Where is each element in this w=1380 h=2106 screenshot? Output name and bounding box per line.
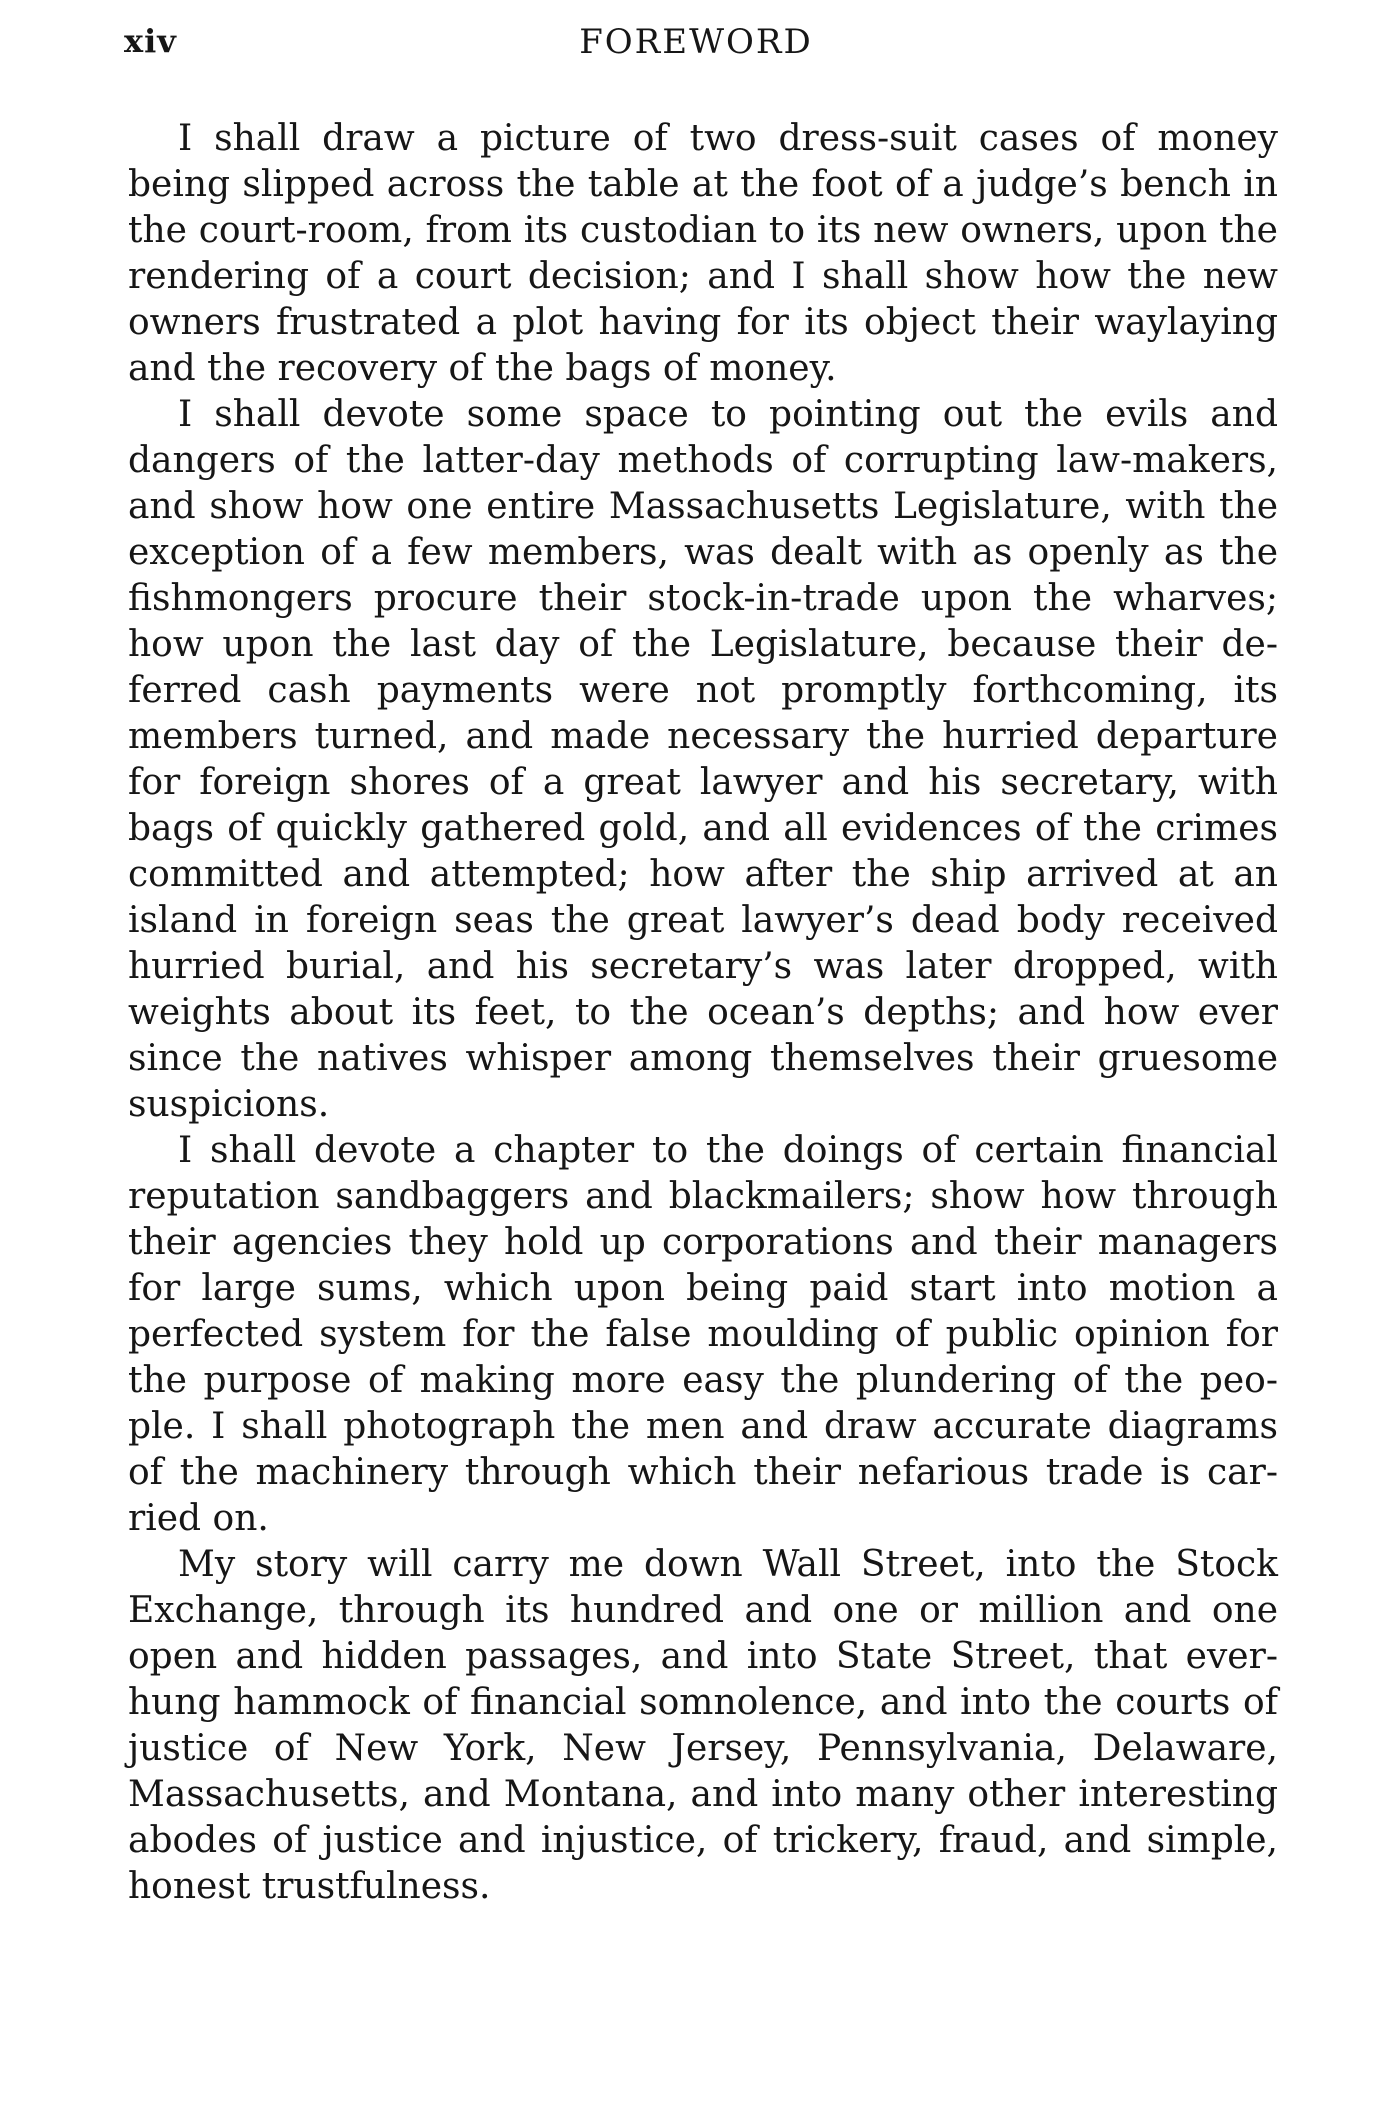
paragraph-wall-street: My story will carry me down Wall Street, into the Stock Exchange, through its hundred and one or million and one open and hidden passages, and into State Street, that everhung hammock of financial somnolence, and into the courts of justice of New York, New Jersey, Pennsylvania, Delaware, Massachusetts, and Montana, and into many other interesting abodes of justice and injustice, of trickery, fraud, and simple, honest trustfulness. <box>128 1544 1278 1907</box>
paragraph-dress-suit-cases: I shall draw a picture of two dress-suit cases of money being slipped across the table at the foot of a judge’s bench in the court-room, from its custodian to its new owners, upon the rendering of a court decision; and I shall show how the new owners frustrated a plot having for its object their waylaying and the recovery of the bags of money. <box>128 118 1278 389</box>
page-number: xiv <box>124 22 177 60</box>
running-head <box>124 22 1268 72</box>
running-title: FOREWORD <box>579 22 813 62</box>
paragraph-legislature: I shall devote some space to pointing out the evils and dangers of the latter-day methods of corrupting law-makers, and show how one entire Massachusetts Legislature, with the exception of a few members, was dealt with as openly as the fishmongers procure their stock-in-trade upon the wharves; how upon the last day of the Legislature, because their deferred cash payments were not promptly forthcoming, its members turned, and made necessary the hurried departure for foreign shores of a great lawyer and his secretary, with bags of quickly gathered gold, and all evidences of the crimes committed and attempted; how after the ship arrived at an island in foreign seas the great lawyer’s dead body received hurried burial, and his secretary’s was later dropped, with weights about its feet, to the ocean’s depths; and how ever since the natives whisper among themselves their gruesome suspicions. <box>128 394 1278 1125</box>
foreword-body <box>128 116 1278 1910</box>
paragraph-sandbaggers: I shall devote a chapter to the doings of certain financial reputation sandbaggers and blackmailers; show how through their agencies they hold up corporations and their managers for large sums, which upon being paid start into motion a perfected system for the false moulding of public opinion for the purpose of making more easy the plundering of the people. I shall photograph the men and draw accurate diagrams of the machinery through which their nefarious trade is carried on. <box>128 1130 1278 1539</box>
